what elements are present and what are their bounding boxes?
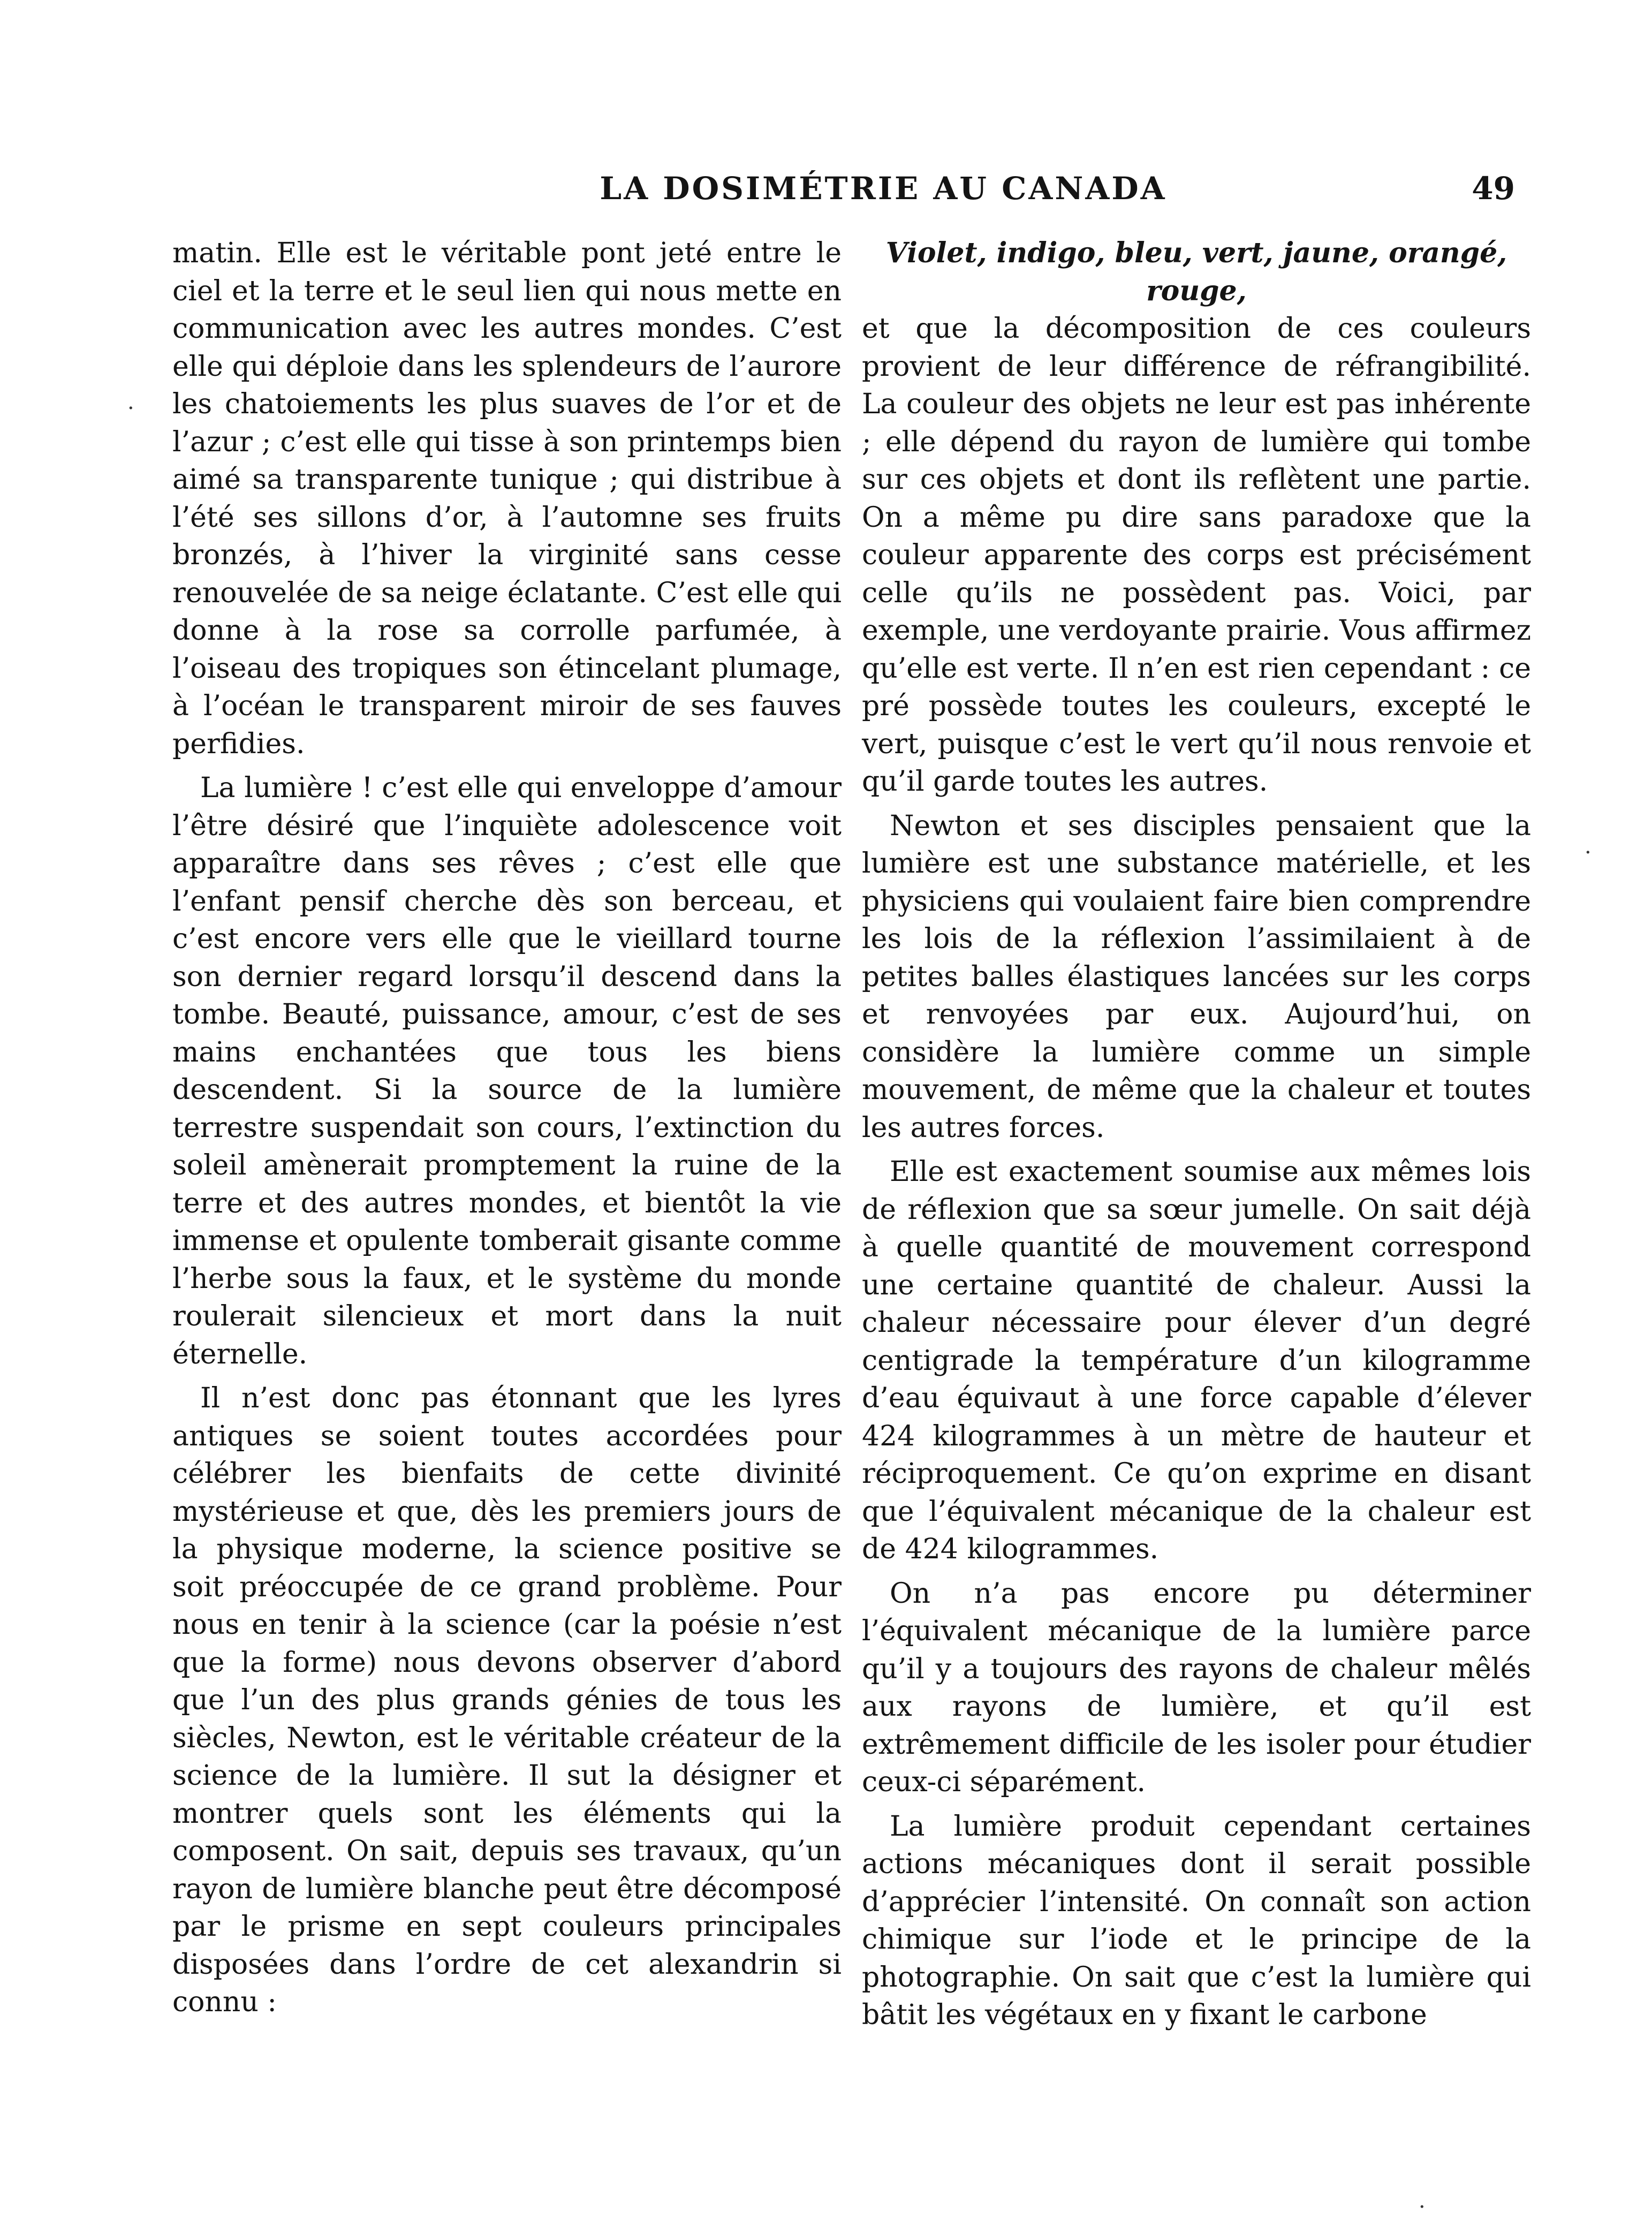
paragraph: Newton et ses disciples pensaient que la lumière est une substance matérielle, et les physiciens qui voulaient faire bien comprendre les lois de la réflexion l’assimilaient à de petites balles élastiques lancées sur les corps et renvoyées par eux. Aujourd’hui, on considère la lumière comme un simple mouvement, de même que la chaleur et toutes les autres forces. bbox=[862, 809, 1531, 1144]
paragraph: Il n’est donc pas étonnant que les lyres antiques se soient toutes accordées pour célébrer les bienfaits de cette divinité mystérieuse et que, dès les premiers jours de la physique moderne, la science positive se soit préoccupée de ce grand problème. Pour nous en tenir à la science (car la poésie n’est que la forme) nous devons observer d’abord que l’un des plus grands génies de tous les siècles, Newton, est le véritable créateur de la science de la lumière. Il sut la désigner et montrer quels sont les éléments qui la composent. On sait, depuis ses travaux, qu’un rayon de lumière blanche peut être décomposé par le prisme en sept couleurs principales disposées dans l’ordre de cet alexandrin si connu : bbox=[172, 1382, 842, 2018]
right-column bbox=[862, 234, 1531, 2041]
paragraph: On n’a pas encore pu déterminer l’équivalent mécanique de la lumière parce qu’il y a toujours des rayons de chaleur mêlés aux rayons de lumière, et qu’il est extrêmement difficile de les isoler pour étudier ceux-ci séparément. bbox=[862, 1577, 1531, 1798]
page-number: 49 bbox=[1472, 170, 1515, 207]
paragraph: La lumière produit cependant certaines actions mécaniques dont il serait possible d’apprécier l’intensité. On connaît son action chimique sur l’iode et le principe de la photographie. On sait que c’est la lumière qui bâtit les végétaux en y fixant le carbone bbox=[862, 1810, 1531, 2031]
paragraph: Elle est exactement soumise aux mêmes lois de réflexion que sa sœur jumelle. On sait déjà à quelle quantité de mouvement correspond une certaine quantité de chaleur. Aussi la chaleur nécessaire pour élever d’un degré centigrade la température d’un kilogramme d’eau équivaut à une force capable d’élever 424 kilogrammes à un mètre de hauteur et réciproquement. Ce qu’on exprime en disant que l’équivalent mécanique de la chaleur est de 424 kilogrammes. bbox=[862, 1156, 1531, 1565]
verse-line: Violet, indigo, bleu, vert, jaune, orangé, rouge, bbox=[885, 237, 1507, 307]
left-column bbox=[172, 234, 842, 2028]
scan-speck: · bbox=[1419, 2195, 1426, 2219]
scan-speck: · bbox=[127, 396, 134, 421]
paragraph: La lumière ! c’est elle qui enveloppe d’amour l’être désiré que l’inquiète adolescence voit apparaître dans ses rêves ; c’est elle que l’enfant pensif cherche dès son berceau, et c’est encore vers elle que le vieillard tourne son dernier regard lorsqu’il descend dans la tombe. Beauté, puissance, amour, c’est de ses mains enchantées que tous les biens descendent. Si la source de la lumière terrestre suspendait son cours, l’extinction du soleil amènerait promptement la ruine de la terre et des autres mondes, et bientôt la vie immense et opulente tomberait gisante comme l’herbe sous la faux, et le système du monde roulerait silencieux et mort dans la nuit éternelle. bbox=[172, 772, 842, 1370]
scan-speck: · bbox=[1585, 840, 1592, 865]
paragraph: matin. Elle est le véritable pont jeté entre le ciel et la terre et le seul lien qui nous mette en communication avec les autres mondes. C’est elle qui déploie dans les splendeurs de l’aurore les chatoiements les plus suaves de l’or et de l’azur ; c’est elle qui tisse à son printemps bien aimé sa transparente tunique ; qui distribue à l’été ses sillons d’or, à l’automne ses fruits bronzés, à l’hiver la virginité sans cesse renouvelée de sa neige éclatante. C’est elle qui donne à la rose sa corrolle parfumée, à l’oiseau des tropiques son étincelant plumage, à l’océan le transparent miroir de ses fauves perfidies. bbox=[172, 237, 842, 760]
paragraph: et que la décomposition de ces couleurs provient de leur différence de réfrangibilité. La couleur des objets ne leur est pas inhérente ; elle dépend du rayon de lumière qui tombe sur ces objets et dont ils reflètent une partie. On a même pu dire sans paradoxe que la couleur apparente des corps est précisément celle qu’ils ne possèdent pas. Voici, par exemple, une verdoyante prairie. Vous affirmez qu’elle est verte. Il n’en est rien cependant : ce pré possède toutes les couleurs, excepté le vert, puisque c’est le vert qu’il nous renvoie et qu’il garde toutes les autres. bbox=[862, 313, 1531, 798]
running-title: LA DOSIMÉTRIE AU CANADA bbox=[600, 170, 1167, 207]
